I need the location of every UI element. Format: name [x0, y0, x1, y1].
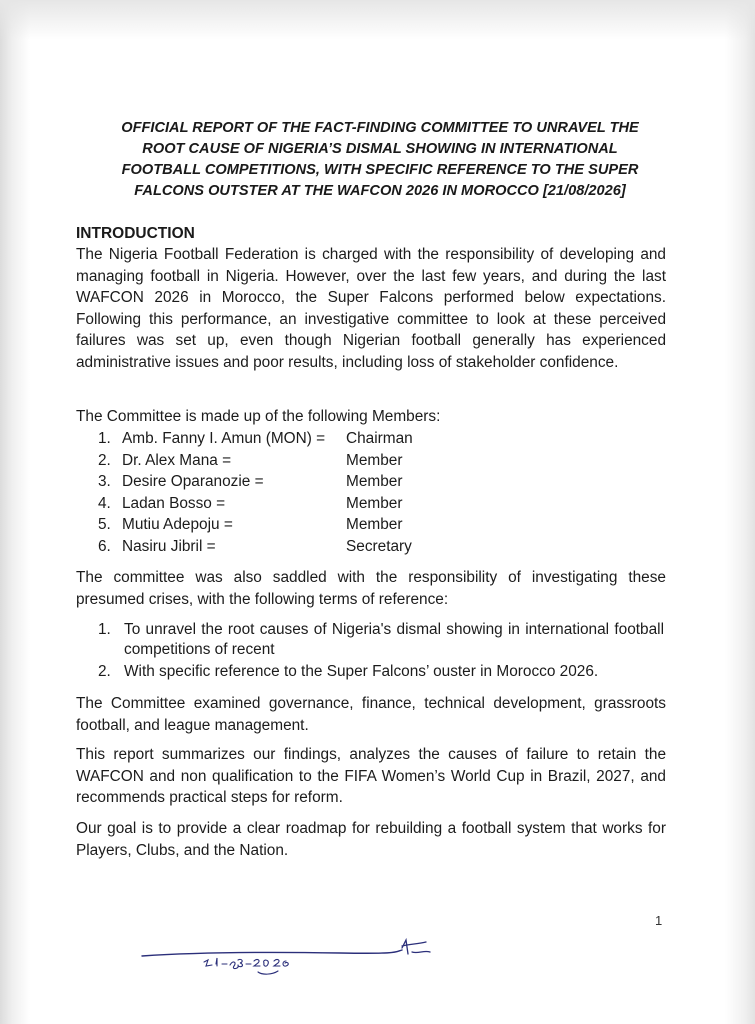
committee-members-list — [98, 428, 498, 557]
list-item — [98, 428, 498, 450]
member-name: Mutiu Adepoju = — [122, 516, 233, 533]
list-number: 2. — [98, 663, 111, 680]
page-shadow — [0, 0, 755, 40]
title-line: ROOT CAUSE OF NIGERIA’S DISMAL SHOWING IN INTERNATIONAL — [142, 141, 618, 157]
member-name: Ladan Bosso = — [122, 494, 226, 512]
list-number: 5. — [98, 516, 111, 533]
member-name: Nasiru Jibril = — [122, 537, 216, 555]
page-number: 1 — [655, 913, 663, 928]
list-number: 1. — [98, 430, 111, 447]
list-number: 1. — [98, 621, 111, 638]
goal-paragraph: Our goal is to provide a clear roadmap for rebuilding a football system that works for Players, Clubs, and the Nation. — [76, 820, 666, 859]
list-number: 2. — [98, 451, 111, 469]
term-text: To unravel the root causes of Nigeria's dismal showing in international football competitions of recent — [124, 621, 664, 658]
intro-paragraph: The Nigeria Football Federation is charged with the responsibility of developing and managing football in Nigeria. However, over the last few years, and during the last WAFCON 2026 in Morocco, the Super Falcons performed below expectations. Following this performance, an investigative committee to look at these perceived failures was set up, even though Nigerian football generally has experienced administrative issues and poor results, including loss of stakeholder confidence. — [76, 246, 666, 371]
examined-paragraph: The Committee examined governance, finance, technical development, grassroots football, and league management. — [76, 695, 666, 734]
report-title — [70, 118, 690, 202]
member-name: Desire Oparanozie = — [122, 473, 264, 490]
members-intro: The Committee is made up of the following Members: — [76, 408, 441, 425]
list-number: 3. — [98, 473, 111, 490]
terms-of-reference-list — [98, 620, 664, 684]
member-role: Member — [346, 494, 403, 512]
summary-paragraph: This report summarizes our findings, analyzes the causes of failure to retain the WAFCON and non qualification to the FIFA Women’s World Cup in Brazil, 2027, and recommends practical steps for reform. — [76, 746, 666, 806]
list-number: 6. — [98, 537, 111, 555]
terms-intro: The committee was also saddled with the responsibility of investigating these presumed crises, with the following terms of reference: — [76, 569, 666, 608]
list-item — [98, 450, 498, 472]
title-line: FOOTBALL COMPETITIONS, WITH SPECIFIC REFERENCE TO THE SUPER — [121, 162, 639, 178]
member-name: Dr. Alex Mana = — [122, 451, 232, 469]
list-item — [98, 536, 498, 558]
member-role: Secretary — [346, 537, 412, 555]
list-item — [98, 514, 498, 536]
list-item — [98, 662, 664, 682]
list-item — [98, 493, 498, 515]
title-line: OFFICIAL REPORT OF THE FACT-FINDING COMMITTEE TO UNRAVEL THE — [121, 120, 639, 136]
title-line: FALCONS OUTSTER AT THE WAFCON 2026 IN MOROCCO [21/08/2026] — [134, 183, 626, 199]
member-role: Chairman — [346, 430, 413, 447]
term-text: With specific reference to the Super Falcons’ ouster in Morocco 2026. — [124, 663, 599, 680]
member-role: Member — [346, 451, 403, 469]
list-item — [98, 620, 664, 660]
list-item — [98, 471, 498, 493]
member-name: Amb. Fanny I. Amun (MON) = — [122, 430, 326, 447]
section-heading-introduction: INTRODUCTION — [76, 225, 195, 242]
member-role: Member — [346, 516, 403, 533]
member-role: Member — [346, 473, 403, 490]
list-number: 4. — [98, 494, 111, 512]
handwritten-signature — [140, 930, 440, 990]
